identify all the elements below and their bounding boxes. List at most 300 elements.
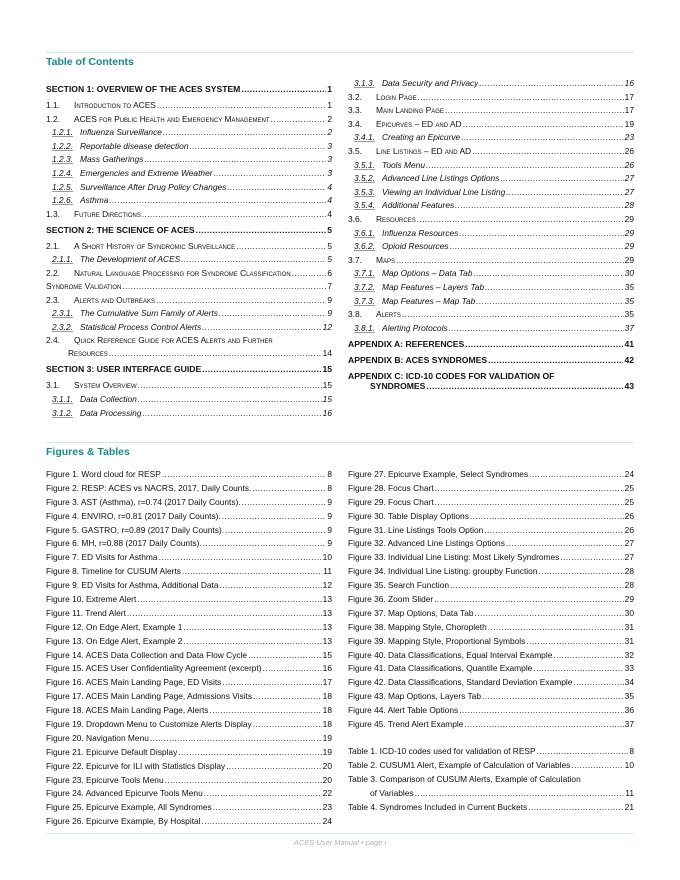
figure-list-entry[interactable] — [46, 538, 332, 548]
table-list-entry[interactable] — [348, 774, 634, 798]
entry-title: Figure 33. Individual Line Listing: Most Likely Syndromes — [348, 552, 560, 563]
entry-title: Figure 3. AST (Asthma), r=0.74 (2017 Daily Counts). — [46, 496, 241, 507]
entry-title: Figure 19. Dropdown Menu to Customize Alerts Display — [46, 719, 252, 730]
entry-title: Maps — [376, 254, 395, 265]
entry-number: 1.2.1. — [52, 127, 73, 138]
dot-leader — [465, 339, 623, 349]
entry-title: Figure 42. Data Classifications, Standard Deviation Example — [348, 677, 573, 688]
dot-leader — [157, 100, 326, 110]
dot-leader — [571, 760, 623, 770]
toc-subsubsection[interactable] — [46, 254, 332, 264]
toc-subsection[interactable] — [46, 380, 332, 390]
entry-page-number: 27 — [624, 173, 634, 184]
toc-section-entry[interactable] — [348, 339, 634, 349]
figure-list-entry[interactable] — [348, 691, 634, 701]
dot-leader — [159, 552, 322, 562]
entry-title: Reportable disease detection — [80, 140, 189, 151]
entry-title: Figure 1. Word cloud for RESP — [46, 469, 161, 479]
toc-section-entry[interactable] — [46, 84, 332, 94]
figure-list-entry[interactable] — [46, 761, 332, 771]
entry-page-number: 9 — [327, 496, 332, 507]
toc-subsection-line[interactable] — [46, 348, 332, 358]
dot-leader — [455, 200, 624, 210]
entry-title: Emergencies and Extreme Weather — [80, 167, 213, 178]
entry-page-number: 31 — [624, 621, 634, 632]
entry-page-number: 19 — [624, 118, 634, 129]
figure-list-entry[interactable] — [46, 469, 332, 479]
entry-page-number: 41 — [624, 338, 634, 349]
entry-title: Figure 35. Search Function — [348, 580, 450, 591]
entry-page-number: 3 — [327, 167, 332, 178]
figure-list-entry[interactable] — [348, 538, 634, 548]
toc-subsection[interactable] — [46, 209, 332, 219]
entry-page-number: 25 — [624, 482, 634, 493]
dot-leader — [156, 295, 326, 305]
entry-title: Opioid Resources — [382, 241, 449, 252]
figure-list-entry[interactable] — [348, 469, 634, 479]
entry-title: APPENDIX C: ICD-10 CODES FOR VALIDATION OF — [348, 370, 555, 381]
dot-leader — [396, 255, 624, 265]
toc-subsubsection[interactable] — [46, 195, 332, 205]
entry-title: Figure 6. MH, r=0.88 (2017 Daily Counts). — [46, 538, 202, 549]
dot-leader — [122, 281, 326, 291]
entry-page-number: 9 — [327, 294, 332, 305]
entry-page-number: 26 — [624, 524, 634, 535]
entry-page-number: 28 — [624, 580, 634, 591]
dot-leader — [475, 608, 624, 618]
dot-leader — [459, 705, 623, 715]
toc-subsubsection[interactable] — [348, 323, 634, 333]
entry-title: Syndrome Validation — [46, 280, 122, 291]
top-divider — [46, 52, 634, 53]
toc-subsubsection[interactable] — [348, 132, 634, 142]
figure-list-entry[interactable] — [348, 608, 634, 618]
dot-leader — [182, 566, 322, 576]
toc-subsection[interactable] — [46, 295, 332, 305]
entry-title: Figure 20. Navigation Menu — [46, 732, 149, 743]
entry-page-number: 9 — [327, 510, 332, 521]
toc-subsubsection[interactable] — [348, 160, 634, 170]
entry-number: 3.1.1. — [52, 393, 73, 404]
entry-title: of Variables — [370, 787, 414, 798]
dot-leader — [227, 182, 326, 192]
figure-list-entry[interactable] — [348, 580, 634, 590]
entry-page-number: 29 — [624, 213, 634, 224]
toc-subsection[interactable] — [46, 241, 332, 251]
entry-number: 3.6. — [348, 213, 362, 224]
table-list-entry[interactable] — [348, 746, 634, 756]
list-entry-line[interactable] — [348, 774, 634, 784]
table-list-entry[interactable] — [348, 802, 634, 812]
figure-list-entry[interactable] — [46, 594, 332, 604]
entry-title: SECTION 3: USER INTERFACE GUIDE — [46, 364, 202, 375]
toc-subsubsection[interactable] — [348, 241, 634, 251]
entry-page-number: 26 — [624, 510, 634, 521]
toc-subsection[interactable] — [348, 105, 634, 115]
entry-title: Table 1. ICD-10 codes used for validation of RESP — [348, 746, 536, 756]
dot-leader — [209, 705, 321, 715]
toc-section-entry[interactable] — [348, 355, 634, 365]
dot-leader — [506, 538, 624, 548]
entry-title: The Development of ACES — [80, 254, 181, 265]
entry-number: 3.1.3. — [354, 78, 375, 88]
toc-subsection[interactable] — [348, 309, 634, 319]
figure-list-entry[interactable] — [46, 511, 332, 521]
toc-subsubsection[interactable] — [348, 228, 634, 238]
figure-list-entry[interactable] — [348, 525, 634, 535]
figure-list-entry[interactable] — [46, 802, 332, 812]
entry-page-number: 15 — [322, 380, 332, 391]
toc-subsection[interactable] — [46, 100, 332, 110]
entry-number: 3.7.2. — [354, 281, 375, 292]
dot-leader — [181, 254, 326, 264]
entry-page-number: 2 — [327, 113, 332, 124]
figure-list-entry[interactable] — [46, 733, 332, 743]
entry-number: 1.3. — [46, 208, 60, 219]
entry-page-number: 29 — [624, 254, 634, 265]
dot-leader — [417, 214, 624, 224]
figure-list-entry[interactable] — [348, 650, 634, 660]
toc-subsubsection[interactable] — [46, 308, 332, 318]
toc-subsubsection[interactable] — [348, 187, 634, 197]
dot-leader — [435, 497, 624, 507]
figure-list-entry[interactable] — [46, 816, 332, 826]
figure-list-entry[interactable] — [348, 677, 634, 687]
dot-leader — [109, 348, 322, 358]
toc-subsubsection[interactable] — [46, 127, 332, 137]
entry-title: Future Directions — [74, 208, 141, 219]
toc-section-line[interactable] — [348, 371, 634, 381]
dot-leader — [144, 154, 326, 164]
toc-subsubsection[interactable] — [46, 394, 332, 404]
dot-leader — [162, 469, 327, 479]
dot-leader — [236, 241, 326, 251]
figure-list-entry[interactable] — [46, 663, 332, 673]
entry-title: Figure 22. Epicurve for ILI with Statistics Display — [46, 760, 226, 771]
entry-page-number: 29 — [624, 594, 634, 605]
dot-leader — [470, 511, 624, 521]
entry-page-number: 12 — [322, 580, 332, 591]
dot-leader — [183, 622, 321, 632]
figure-list-entry[interactable] — [348, 483, 634, 493]
entry-page-number: 16 — [624, 78, 634, 88]
figure-list-entry[interactable] — [46, 622, 332, 632]
dot-leader — [292, 268, 327, 278]
toc-left-column — [46, 78, 332, 421]
figure-list-entry[interactable] — [348, 705, 634, 715]
dot-leader — [189, 141, 326, 151]
entry-title: Alerting Protocols — [382, 322, 448, 333]
entry-number: 2.1. — [46, 240, 60, 251]
dot-leader — [138, 380, 322, 390]
entry-page-number: 23 — [624, 132, 634, 143]
entry-number: 1.2.5. — [52, 181, 73, 192]
dot-leader — [248, 650, 322, 660]
entry-title: Figure 37. Map Options, Data Tab — [348, 607, 474, 618]
figures-right-column — [348, 469, 634, 733]
entry-title: Figure 4. ENVIRO, r=0.81 (2017 Daily Counts). — [46, 510, 221, 521]
entry-title: APPENDIX A: REFERENCES — [348, 338, 465, 349]
dot-leader — [526, 636, 623, 646]
dot-leader — [464, 719, 623, 729]
entry-title: Advanced Line Listings Options — [382, 173, 500, 184]
toc-section-line[interactable] — [46, 225, 332, 235]
dot-leader — [538, 566, 623, 576]
entry-title: Resources — [376, 213, 416, 224]
list-entry-line[interactable] — [348, 788, 634, 798]
tables-list — [348, 746, 634, 816]
entry-page-number: 42 — [624, 354, 634, 365]
toc-subsubsection[interactable] — [46, 408, 332, 418]
dot-leader — [252, 483, 326, 493]
entry-page-number: 5 — [327, 224, 332, 235]
entry-page-number: 27 — [624, 552, 634, 563]
entry-page-number: 27 — [624, 186, 634, 197]
toc-subsection[interactable] — [46, 335, 332, 358]
entry-page-number: 43 — [624, 380, 634, 391]
figure-list-entry[interactable] — [348, 636, 634, 646]
entry-page-number: 21 — [624, 801, 634, 812]
toc-subsubsection[interactable] — [348, 282, 634, 292]
entry-number: 2.1.1. — [52, 254, 73, 265]
figures-left-column — [46, 469, 332, 830]
dot-leader — [165, 775, 322, 785]
dot-leader — [461, 132, 623, 142]
dot-leader — [219, 308, 326, 318]
entry-title: System Overview — [74, 380, 137, 391]
figure-list-entry[interactable] — [46, 677, 332, 687]
entry-page-number: 29 — [624, 227, 634, 238]
entry-page-number: 15 — [322, 649, 332, 660]
toc-subsubsection[interactable] — [348, 173, 634, 183]
dot-leader — [415, 788, 625, 798]
entry-title: Influenza Resources — [382, 227, 459, 238]
entry-page-number: 13 — [322, 594, 332, 605]
entry-title: Figure 39. Mapping Style, Proportional Symbols — [348, 635, 526, 646]
figure-list-entry[interactable] — [348, 594, 634, 604]
toc-subsection[interactable] — [348, 146, 634, 156]
figure-list-entry[interactable] — [348, 566, 634, 576]
dot-leader — [485, 282, 624, 292]
entry-title: Figure 2. RESP: ACES vs NACRS, 2017, Daily Counts. — [46, 482, 252, 493]
figure-list-entry[interactable] — [348, 622, 634, 632]
figure-list-entry[interactable] — [348, 511, 634, 521]
entry-page-number: 16 — [322, 407, 332, 418]
figure-list-entry[interactable] — [46, 719, 332, 729]
entry-page-number: 37 — [624, 719, 634, 730]
toc-subsection-line[interactable] — [46, 268, 332, 278]
figure-list-entry[interactable] — [46, 483, 332, 493]
dot-leader — [178, 747, 321, 757]
entry-title: Figure 21. Epicurve Default Display — [46, 746, 178, 757]
entry-title: Quick Reference Guide for ACES Alerts and Further — [74, 335, 273, 346]
figure-list-entry[interactable] — [46, 580, 332, 590]
toc-subsubsection[interactable] — [348, 78, 634, 88]
dot-leader — [484, 525, 623, 535]
page-footer: ACES User Manual • page i — [293, 838, 387, 847]
toc-section-line[interactable] — [348, 355, 634, 365]
figure-list-entry[interactable] — [46, 691, 332, 701]
toc-subsection[interactable] — [348, 92, 634, 102]
entry-title: Table 4. Syndromes Included in Current Buckets — [348, 801, 528, 812]
entry-number: 3.6.1. — [354, 227, 375, 238]
entry-page-number: 3 — [327, 140, 332, 151]
dot-leader — [434, 594, 623, 604]
toc-subsubsection[interactable] — [348, 296, 634, 306]
figure-list-entry[interactable] — [348, 719, 634, 729]
entry-title: A Short History of Syndromic Surveillance — [74, 240, 236, 251]
entry-page-number: 9 — [327, 538, 332, 549]
dot-leader — [472, 146, 624, 156]
entry-page-number: 28 — [624, 566, 634, 577]
dot-leader — [241, 84, 326, 94]
entry-page-number: 5 — [327, 254, 332, 265]
entry-number: 2.4. — [46, 335, 60, 346]
dot-leader — [402, 309, 624, 319]
entry-title: Figure 30. Table Display Options — [348, 510, 469, 521]
entry-number: 3.8. — [348, 309, 362, 320]
toc-subsubsection[interactable] — [46, 182, 332, 192]
entry-page-number: 15 — [322, 393, 332, 404]
entry-number: 2.3. — [46, 294, 60, 305]
toc-subsubsection[interactable] — [46, 168, 332, 178]
toc-subsection[interactable] — [46, 114, 332, 124]
entry-number: 1.2.6. — [52, 195, 73, 206]
entry-title: Login Page — [376, 91, 417, 102]
entry-title: Map Features – Layers Tab — [382, 281, 485, 292]
dot-leader — [528, 802, 623, 812]
entry-title: Figure 7. ED Visits for Asthma — [46, 552, 158, 563]
entry-title: Figure 10. Extreme Alert — [46, 594, 137, 605]
entry-number: 1.2. — [46, 113, 60, 124]
entry-number: 1.2.2. — [52, 140, 73, 151]
table-list-entry[interactable] — [348, 760, 634, 770]
toc-subsubsection[interactable] — [348, 200, 634, 210]
entry-number: 1.2.4. — [52, 167, 73, 178]
toc-subsection[interactable] — [348, 119, 634, 129]
toc-subsubsection[interactable] — [46, 154, 332, 164]
toc-subsubsection[interactable] — [46, 141, 332, 151]
mid-divider — [46, 442, 634, 443]
toc-subsection-line[interactable] — [46, 281, 332, 291]
entry-title: Figure 17. ACES Main Landing Page, Admissions Visits — [46, 691, 253, 702]
entry-page-number: 13 — [322, 635, 332, 646]
figure-list-entry[interactable] — [348, 552, 634, 562]
entry-page-number: 35 — [624, 309, 634, 320]
toc-subsubsection[interactable] — [348, 268, 634, 278]
entry-page-number: 15 — [322, 364, 332, 375]
dot-leader — [214, 168, 327, 178]
toc-subsubsection[interactable] — [46, 322, 332, 332]
entry-title: Figure 31. Line Listings Tools Option — [348, 524, 484, 535]
figure-list-entry[interactable] — [46, 636, 332, 646]
dot-leader — [142, 408, 321, 418]
toc-subsection[interactable] — [348, 255, 634, 265]
entry-page-number: 28 — [624, 200, 634, 211]
toc-section-line[interactable] — [46, 364, 332, 374]
figure-list-entry[interactable] — [46, 608, 332, 618]
dot-leader — [271, 114, 327, 124]
toc-right-column — [348, 78, 634, 397]
entry-page-number: 4 — [327, 208, 332, 219]
entry-page-number: 8 — [629, 746, 634, 756]
figure-list-entry[interactable] — [46, 552, 332, 562]
entry-page-number: 23 — [322, 802, 332, 813]
entry-number: 3.5. — [348, 145, 362, 156]
entry-page-number: 30 — [624, 607, 634, 618]
entry-title: Data Processing — [80, 407, 142, 418]
entry-page-number: 35 — [624, 295, 634, 306]
entry-title: Line Listings – ED and AD — [376, 145, 472, 156]
dot-leader — [553, 650, 623, 660]
dot-leader — [202, 322, 322, 332]
toc-subsection[interactable] — [348, 214, 634, 224]
entry-page-number: 20 — [322, 774, 332, 785]
figure-list-entry[interactable] — [46, 747, 332, 757]
toc-section-entry[interactable] — [46, 364, 332, 374]
entry-number: 3.4. — [348, 118, 362, 129]
figure-list-entry[interactable] — [46, 650, 332, 660]
entry-number: 3.8.1. — [354, 322, 375, 333]
entry-title: Data Collection — [80, 393, 137, 404]
entry-page-number: 37 — [624, 322, 634, 333]
entry-title: Tools Menu — [382, 159, 425, 170]
figure-list-entry[interactable] — [46, 525, 332, 535]
bottom-divider — [46, 833, 634, 834]
entry-number: 3.6.2. — [354, 241, 375, 252]
toc-section-entry[interactable] — [348, 371, 634, 391]
figure-list-entry[interactable] — [46, 788, 332, 798]
dot-leader — [426, 381, 623, 391]
entry-page-number: 10 — [624, 759, 634, 770]
dot-leader — [222, 677, 321, 687]
entry-title: Figure 8. Timeline for CUSUM Alerts — [46, 566, 181, 577]
dot-leader — [225, 525, 326, 535]
toc-section-line[interactable] — [46, 84, 332, 94]
figure-list-entry[interactable] — [46, 775, 332, 785]
entry-number: 1.1. — [46, 100, 60, 110]
toc-subsection-line[interactable] — [46, 335, 332, 345]
entry-title: Statistical Process Control Alerts — [80, 321, 202, 332]
entry-title: Natural Language Processing for Syndrome Classification — [74, 267, 291, 278]
figure-list-entry[interactable] — [46, 705, 332, 715]
entry-title: Data Security and Privacy — [382, 78, 479, 88]
entry-number: 2.2. — [46, 267, 60, 278]
figure-list-entry[interactable] — [348, 663, 634, 673]
dot-leader — [473, 268, 623, 278]
toc-subsection[interactable] — [46, 268, 332, 291]
entry-page-number: 34 — [624, 677, 634, 688]
toc-section-line[interactable] — [348, 381, 634, 391]
dot-leader — [213, 802, 322, 812]
dot-leader — [449, 323, 624, 333]
figure-list-entry[interactable] — [46, 566, 332, 576]
dot-leader — [482, 691, 624, 701]
document-page — [46, 0, 634, 880]
figure-list-entry[interactable] — [46, 497, 332, 507]
toc-section-line[interactable] — [348, 339, 634, 349]
figure-list-entry[interactable] — [348, 497, 634, 507]
entry-page-number: 1 — [327, 100, 332, 110]
dot-leader — [459, 228, 623, 238]
dot-leader — [253, 691, 322, 701]
entry-page-number: 16 — [322, 663, 332, 674]
entry-title: SECTION 2: THE SCIENCE OF ACES — [46, 224, 195, 235]
entry-title: Influenza Surveillance — [80, 127, 162, 138]
toc-section-entry[interactable] — [46, 225, 332, 235]
dot-leader — [476, 296, 623, 306]
entry-number: 3.5.2. — [354, 173, 375, 184]
